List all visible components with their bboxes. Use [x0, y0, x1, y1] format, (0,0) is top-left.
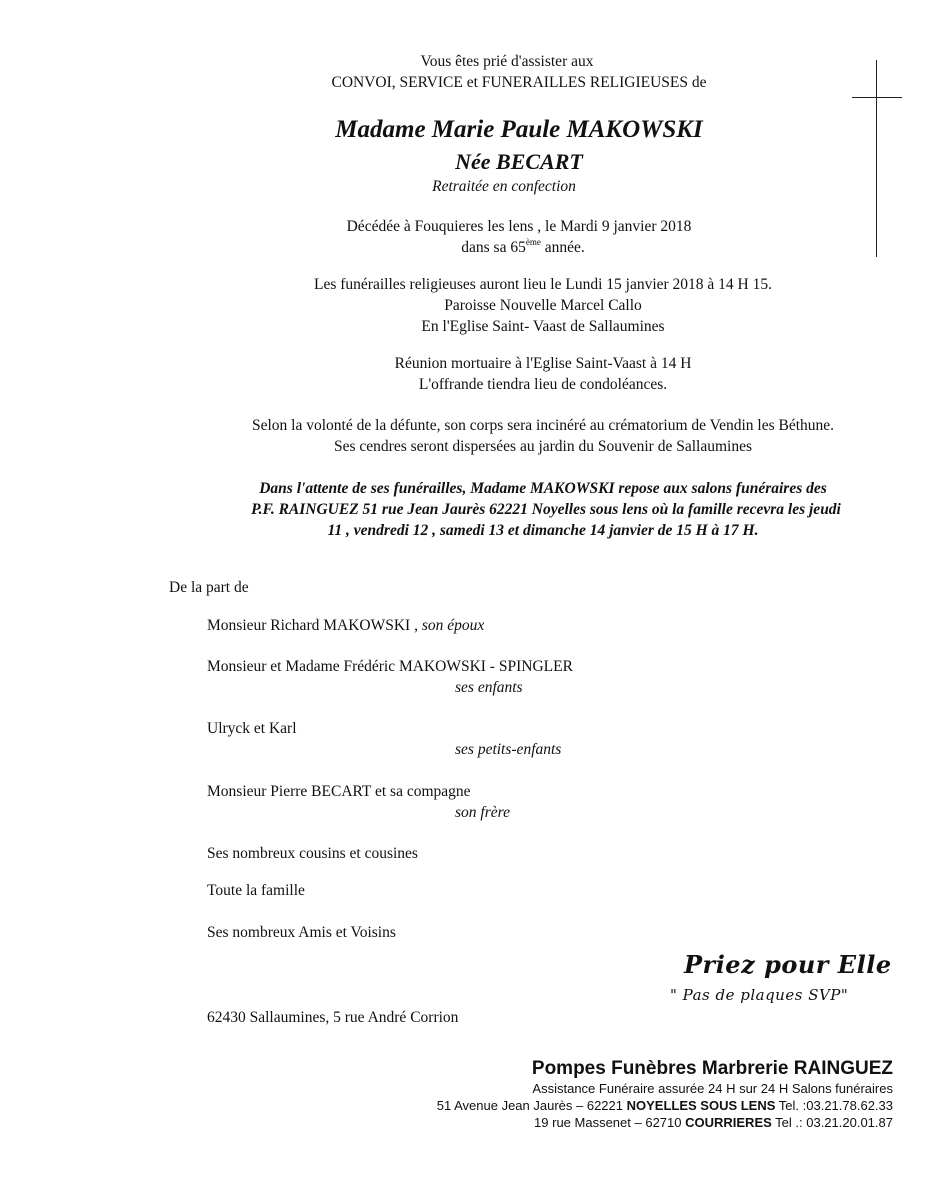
family-all: Toute la famille	[207, 882, 305, 899]
family-grandchildren-relation: ses petits-enfants	[455, 741, 562, 758]
cremation-line-2: Ses cendres seront dispersées au jardin du Souvenir de Sallaumines	[334, 438, 752, 455]
header-line-2: CONVOI, SERVICE et FUNERAILLES RELIGIEUSES de	[331, 74, 707, 91]
viewing-line-2: P.F. RAINGUEZ 51 rue Jean Jaurès 62221 Noyelles sous lens où la famille recevra les jeudi	[251, 501, 841, 518]
gathering-line-2: L'offrande tiendra lieu de condoléances.	[418, 376, 668, 393]
family-cousins: Ses nombreux cousins et cousines	[207, 845, 418, 862]
death-line: Décédée à Fouquieres les lens , le Mardi 9 janvier 2018	[346, 218, 692, 235]
family-spouse: Monsieur Richard MAKOWSKI , son époux	[207, 617, 485, 634]
no-plaques-note: " Pas de plaques SVP"	[670, 986, 849, 1004]
footer-address-1: 51 Avenue Jean Jaurès – 62221 NOYELLES SOUS LENS Tel. :03.21.78.62.33	[436, 1098, 893, 1113]
footer-company-name: Pompes Funèbres Marbrerie RAINGUEZ	[531, 1058, 893, 1079]
from-label: De la part de	[169, 579, 249, 596]
family-brother-relation: son frère	[455, 804, 510, 821]
family-friends: Ses nombreux Amis et Voisins	[207, 924, 396, 941]
gathering-line-1: Réunion mortuaire à l'Eglise Saint-Vaast à 14 H	[394, 355, 692, 372]
cremation-line-1: Selon la volonté de la défunte, son corps sera incinéré au crématorium de Vendin les Béthune.	[251, 417, 835, 434]
family-grandchildren: Ulryck et Karl	[207, 720, 297, 737]
funeral-line-2: Paroisse Nouvelle Marcel Callo	[444, 297, 642, 314]
prayer-text: Priez pour Elle	[684, 950, 892, 979]
deceased-occupation: Retraitée en confection	[432, 178, 576, 195]
funeral-line-3: En l'Eglise Saint- Vaast de Sallaumines	[421, 318, 665, 335]
family-brother: Monsieur Pierre BECART et sa compagne	[207, 783, 471, 800]
age-line: dans sa 65ème année.	[461, 237, 585, 256]
funeral-line-1: Les funérailles religieuses auront lieu le Lundi 15 janvier 2018 à 14 H 15.	[314, 276, 772, 293]
cross-vertical-bar	[876, 60, 877, 257]
deceased-maiden-name: Née BECART	[455, 149, 583, 174]
viewing-line-1: Dans l'attente de ses funérailles, Madame MAKOWSKI repose aux salons funéraires des	[259, 480, 827, 497]
deceased-name: Madame Marie Paule MAKOWSKI	[335, 116, 703, 143]
family-children: Monsieur et Madame Frédéric MAKOWSKI - SPINGLER	[207, 658, 573, 675]
cross-horizontal-bar	[852, 97, 902, 98]
family-children-relation: ses enfants	[455, 679, 523, 696]
family-address: 62430 Sallaumines, 5 rue André Corrion	[207, 1009, 459, 1026]
footer-assistance: Assistance Funéraire assurée 24 H sur 24 H Salons funéraires	[532, 1081, 893, 1096]
viewing-line-3: 11 , vendredi 12 , samedi 13 et dimanche 14 janvier de 15 H à 17 H.	[327, 522, 759, 539]
footer-address-2: 19 rue Massenet – 62710 COURRIERES Tel .: 03.21.20.01.87	[534, 1115, 893, 1130]
header-line-1: Vous êtes prié d'assister aux	[420, 53, 594, 70]
